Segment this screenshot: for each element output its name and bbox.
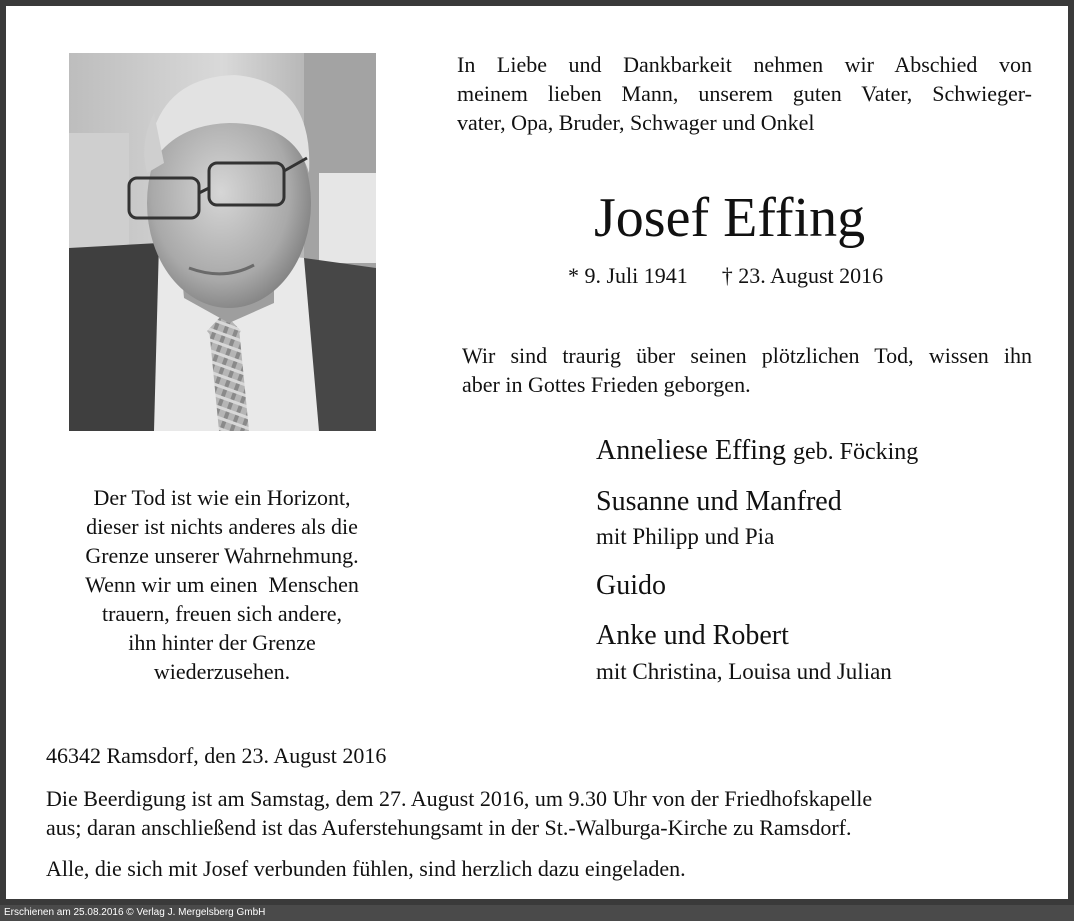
condolence-line: aber in Gottes Frieden geborgen.: [462, 372, 751, 397]
family-child-3: Anke und Robert: [596, 620, 789, 651]
life-dates: [568, 262, 883, 290]
intro-line: meinem lieben Mann, unserem guten Vater, Schwieger-: [457, 81, 1032, 106]
quote-line: Wenn wir um einen Menschen: [85, 572, 359, 597]
quote-line: dieser ist nichts anderes als die: [86, 514, 358, 539]
widow-name: Anneliese Effing: [596, 435, 786, 466]
family-child-2: Guido: [596, 570, 666, 601]
funeral-info: [46, 784, 976, 842]
publication-credit: Erschienen am 25.08.2016 © Verlag J. Mergelsberg GmbH: [4, 907, 266, 918]
intro-line: vater, Opa, Bruder, Schwager und Onkel: [457, 110, 815, 135]
family-child-1-kids: mit Philipp und Pia: [596, 524, 775, 549]
family-widow: [596, 434, 918, 469]
family-child-1: Susanne und Manfred: [596, 486, 842, 517]
invitation-text: Alle, die sich mit Josef verbunden fühlen, sind herzlich dazu eingeladen.: [46, 856, 686, 881]
intro-line: In Liebe und Dankbarkeit nehmen wir Abschied von: [457, 52, 1032, 77]
quote-line: Der Tod ist wie ein Horizont,: [93, 485, 351, 510]
condolence-text: [462, 341, 1032, 399]
footer-bar: [0, 905, 1074, 921]
quote-line: Grenze unserer Wahrnehmung.: [85, 543, 359, 568]
death-date: † 23. August 2016: [721, 263, 884, 288]
horizon-quote: [46, 483, 398, 686]
funeral-line: aus; daran anschließend ist das Auferstehungsamt in der St.-Walburga-Kirche zu Ramsdorf.: [46, 815, 852, 840]
quote-line: trauern, freuen sich andere,: [101, 601, 343, 626]
condolence-line: Wir sind traurig über seinen plötzlichen Tod, wissen ihn: [462, 343, 1032, 368]
portrait-photo: [69, 53, 376, 431]
family-child-3-kids: mit Christina, Louisa und Julian: [596, 659, 892, 684]
place-date: 46342 Ramsdorf, den 23. August 2016: [46, 743, 387, 768]
intro-text: [457, 50, 1032, 137]
deceased-name: Josef Effing: [594, 187, 866, 249]
birth-date: * 9. Juli 1941: [568, 263, 688, 288]
quote-line: ihn hinter der Grenze: [128, 630, 316, 655]
funeral-line: Die Beerdigung ist am Samstag, dem 27. August 2016, um 9.30 Uhr von der Friedhofskapelle: [46, 786, 873, 811]
quote-line: wiederzusehen.: [153, 659, 291, 684]
widow-maiden-name: geb. Föcking: [792, 439, 919, 465]
